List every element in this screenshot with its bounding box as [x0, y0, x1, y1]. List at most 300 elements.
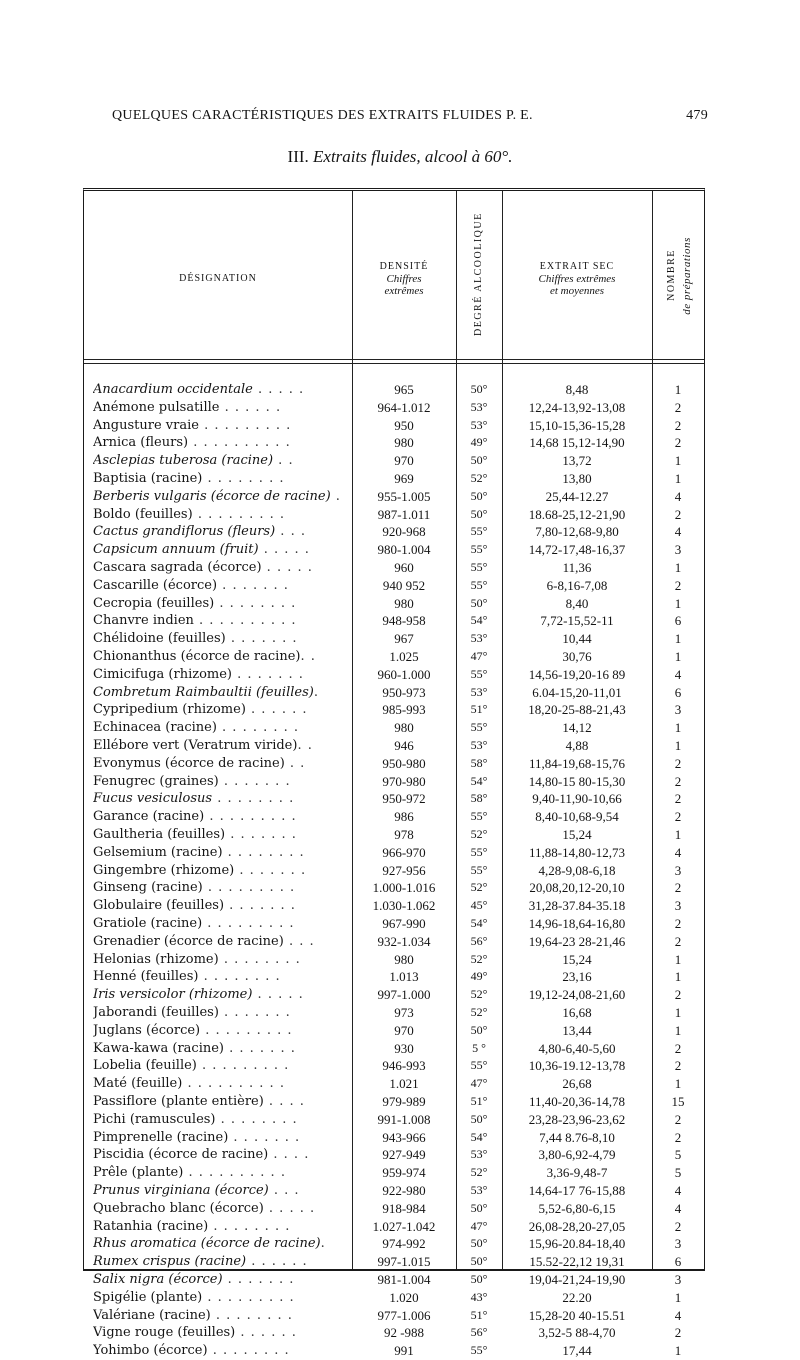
density-cell: 981-1.004	[377, 1272, 431, 1287]
designation-text: Vigne rouge (feuilles)	[93, 1325, 236, 1341]
leader-dots: . . . . . . .	[225, 631, 298, 647]
designation-cell	[93, 666, 355, 684]
leader-dots: .	[330, 488, 341, 504]
designation-cell	[93, 897, 355, 915]
count-cell: 3	[674, 1272, 682, 1287]
density-cell: 997-1.015	[377, 1254, 431, 1270]
degree-cell: 49°	[470, 435, 488, 450]
extract-cell: 8,48	[565, 382, 589, 397]
leader-dots: . . . . . . . .	[198, 969, 281, 985]
table-row	[84, 951, 704, 969]
designation-text: Fucus vesiculosus	[93, 791, 213, 807]
designation-text: Berberis vulgaris (écorce de racine)	[93, 488, 331, 504]
density-cell: 927-949	[382, 1147, 426, 1163]
degree-cell: 53°	[470, 1147, 488, 1162]
table-row	[84, 577, 704, 595]
leader-dots: . . . . . . . . .	[202, 916, 295, 931]
designation-text: Gelsemium (racine)	[93, 844, 223, 860]
designation-cell	[93, 1057, 355, 1075]
count-cell: 2	[674, 809, 682, 825]
designation-cell	[93, 933, 355, 951]
leader-dots: . .	[297, 738, 313, 753]
count-cell: 3	[674, 898, 682, 914]
density-cell: 930	[394, 1040, 414, 1056]
leader-dots: . . . . . . . .	[210, 1307, 293, 1323]
degree-cell: 50°	[470, 1200, 488, 1215]
designation-cell	[93, 434, 355, 452]
count-cell: 1	[674, 720, 682, 736]
designation-text: Gaultheria (feuilles)	[93, 827, 226, 842]
count-cell: 1	[674, 453, 682, 469]
leader-dots: . . . . .	[252, 987, 304, 1003]
leader-dots: . . . . . . .	[224, 898, 296, 914]
table-row	[84, 1022, 704, 1040]
designation-text: Iris versicolor (rhizome)	[93, 987, 253, 1003]
count-cell: 1	[674, 382, 682, 397]
extract-cell: 19,64-23 28-21,46	[528, 933, 626, 949]
leader-dots: . . . . . . . . . .	[188, 435, 291, 451]
count-cell: 15	[671, 1094, 685, 1109]
extract-cell: 4,28-9,08-6,18	[538, 862, 616, 878]
table-row	[84, 488, 704, 506]
density-cell: 1.027-1.042	[372, 1218, 436, 1234]
extract-cell: 8,40-10,68-9,54	[535, 809, 619, 825]
extract-cell: 11,40-20,36-14,78	[529, 1094, 625, 1109]
degree-cell: 52°	[470, 827, 488, 841]
count-cell: 2	[674, 1058, 682, 1074]
extract-cell: 6.04-15,20-11,01	[532, 684, 622, 700]
density-cell: 922-980	[382, 1183, 426, 1198]
degree-cell: 52°	[470, 1165, 488, 1180]
density-cell: 1.013	[389, 969, 419, 985]
count-cell: 6	[674, 1254, 682, 1270]
degree-cell: 51°	[470, 1094, 488, 1108]
designation-text: Ellébore vert (Veratrum viride)	[93, 738, 298, 753]
leader-dots: . . . . . . .	[225, 827, 297, 842]
designation-cell	[93, 862, 355, 880]
extract-cell: 30,76	[562, 649, 592, 664]
table-row	[84, 1271, 704, 1289]
count-cell: 1	[674, 560, 682, 575]
count-cell: 5	[674, 1165, 682, 1181]
header-densite-label: DENSITÉ	[379, 261, 429, 272]
extract-cell: 25,44-12.27	[545, 488, 609, 504]
extract-cell: 11,36	[562, 560, 592, 575]
extract-cell: 3,52-5 88-4,70	[538, 1325, 616, 1341]
density-cell: 986	[394, 809, 414, 825]
table-row	[84, 1253, 704, 1271]
degree-cell: 52°	[470, 880, 488, 895]
extract-cell: 7,80-12,68-9,80	[535, 524, 619, 540]
leader-dots: . . .	[283, 933, 315, 949]
count-cell: 1	[674, 631, 682, 647]
density-cell: 970	[394, 453, 414, 469]
table-row	[84, 434, 704, 452]
density-cell: 987-1.011	[377, 506, 431, 522]
density-cell: 950-973	[382, 684, 426, 700]
count-cell: 1	[674, 471, 682, 486]
density-cell: 946-993	[382, 1058, 426, 1074]
leader-dots: . . . . . .	[219, 399, 282, 415]
designation-cell	[93, 595, 355, 613]
extract-cell: 14,68 15,12-14,90	[529, 435, 625, 451]
designation-text: Piscidia (écorce de racine)	[93, 1147, 269, 1163]
table-row	[84, 1235, 704, 1253]
density-cell: 965	[394, 382, 414, 397]
density-cell: 943-966	[382, 1129, 426, 1145]
count-cell: 4	[674, 844, 682, 860]
leader-dots: . . . . .	[252, 382, 305, 397]
count-cell: 1	[674, 969, 682, 985]
degree-cell: 55°	[470, 809, 488, 824]
density-cell: 920-968	[382, 524, 426, 540]
designation-cell	[93, 1200, 355, 1218]
table-row	[84, 826, 704, 844]
count-cell: 1	[674, 1343, 682, 1359]
table-row	[84, 1307, 704, 1325]
leader-dots: . . . . . .	[235, 1325, 297, 1341]
leader-dots: . . . . . . . . . .	[182, 1076, 285, 1092]
designation-cell	[93, 541, 355, 559]
degree-cell: 55°	[470, 666, 488, 681]
count-cell: 1	[674, 1289, 682, 1305]
designation-text: Garance (racine)	[93, 809, 205, 825]
density-cell: 991-1.008	[377, 1111, 431, 1127]
designation-cell	[93, 1289, 355, 1307]
count-cell: 5	[674, 1147, 682, 1163]
designation-text: Quebracho blanc (écorce)	[93, 1200, 264, 1216]
designation-text: Valériane (racine)	[93, 1307, 211, 1323]
header-degre: DEGRÉ ALCOOLIQUE	[473, 212, 484, 336]
header-nombre: NOMBRE	[666, 249, 677, 301]
extract-cell: 10,36-19.12-13,78	[528, 1058, 626, 1074]
designation-text: Maté (feuille)	[93, 1076, 183, 1092]
table-row	[84, 612, 704, 630]
designation-cell	[93, 1182, 355, 1200]
designation-text: Passiflore (plante entière)	[93, 1094, 264, 1109]
table-row	[84, 541, 704, 559]
density-cell: 967	[394, 631, 414, 647]
density-cell: 940 952	[382, 577, 426, 593]
table-row	[84, 1218, 704, 1236]
leader-dots: . . . . .	[258, 542, 310, 558]
table-row	[84, 1182, 704, 1200]
count-cell: 2	[674, 399, 682, 415]
designation-text: Gingembre (rhizome)	[93, 862, 235, 878]
degree-cell: 5 °	[472, 1040, 486, 1055]
header-densite-sub: Chiffres	[386, 273, 422, 285]
degree-cell: 47°	[470, 1076, 488, 1091]
extract-cell: 26,68	[562, 1076, 592, 1092]
density-cell: 1.025	[389, 649, 419, 664]
leader-dots: . . . . . . . . . .	[193, 613, 297, 629]
degree-cell: 53°	[470, 417, 488, 432]
count-cell: 2	[674, 1325, 682, 1341]
degree-cell: 52°	[470, 1005, 488, 1019]
count-cell: 2	[674, 916, 682, 931]
designation-text: Baptisia (racine)	[93, 471, 203, 486]
designation-text: Henné (feuilles)	[93, 969, 199, 985]
count-cell: 1	[674, 827, 682, 842]
designation-cell	[93, 399, 355, 417]
degree-cell: 52°	[470, 987, 488, 1002]
count-cell: 1	[674, 595, 682, 611]
header-extrait-sub: Chiffres extrêmes	[538, 273, 616, 285]
designation-cell	[93, 808, 355, 826]
designation-text: Chélidoine (feuilles)	[93, 631, 226, 647]
data-table	[83, 188, 705, 1359]
leader-dots: . . . . . .	[246, 1254, 308, 1270]
leader-dots: . . . . . . . .	[207, 1343, 290, 1359]
leader-dots: . . . . . . . . .	[198, 417, 292, 433]
density-cell: 950-972	[382, 791, 426, 807]
degree-cell: 50°	[470, 1272, 488, 1286]
density-cell: 964-1.012	[377, 399, 431, 415]
leader-dots: . . . . . .	[245, 702, 308, 718]
leader-dots: . . . . . . .	[217, 577, 289, 593]
extract-cell: 15.52-22,12 19,31	[529, 1254, 625, 1270]
degree-cell: 43°	[470, 1289, 488, 1304]
leader-dots: . . . . . . . . .	[200, 1022, 293, 1038]
section-title	[0, 147, 800, 167]
designation-text: Jaborandi (feuilles)	[93, 1005, 219, 1020]
leader-dots: . .	[284, 755, 306, 771]
count-cell: 2	[674, 435, 682, 451]
header-extrait-sub: et moyennes	[549, 285, 605, 297]
density-cell: 950-980	[382, 755, 426, 771]
extract-cell: 4,80-6,40-5,60	[538, 1040, 616, 1056]
degree-cell: 55°	[470, 720, 488, 735]
designation-cell	[93, 1218, 355, 1236]
degree-cell: 55°	[470, 542, 488, 557]
extract-cell: 14,56-19,20-16 89	[528, 666, 626, 682]
density-cell: 969	[394, 471, 414, 486]
table-row	[84, 737, 704, 755]
degree-cell: 55°	[470, 844, 488, 859]
table-row	[84, 879, 704, 897]
table-row	[84, 595, 704, 613]
table-row	[84, 666, 704, 684]
count-cell: 1	[674, 1005, 682, 1020]
designation-text: Rumex crispus (racine)	[93, 1254, 247, 1270]
extract-cell: 23,16	[562, 969, 592, 985]
extract-cell: 20,08,20,12-20,10	[529, 880, 625, 896]
designation-cell	[93, 417, 355, 435]
table-row	[84, 790, 704, 808]
table-row	[84, 1093, 704, 1111]
designation-cell	[93, 1342, 355, 1360]
header-extrait	[502, 261, 652, 297]
extract-cell: 9,40-11,90-10,66	[532, 791, 622, 807]
designation-cell	[93, 968, 355, 986]
leader-dots: . . . . . . . . .	[204, 809, 297, 825]
designation-cell	[93, 1022, 355, 1040]
count-cell: 3	[674, 702, 682, 718]
density-cell: 960	[394, 560, 414, 575]
table-row	[84, 968, 704, 986]
degree-cell: 50°	[470, 595, 488, 610]
designation-cell	[93, 986, 355, 1004]
designation-cell	[93, 559, 355, 577]
degree-cell: 58°	[470, 755, 488, 770]
leader-dots: . . . . . . .	[218, 773, 291, 789]
density-cell: 946	[394, 738, 414, 753]
designation-text: Echinacea (racine)	[93, 720, 217, 736]
designation-text: Gratiole (racine)	[93, 916, 203, 931]
density-cell: 977-1.006	[377, 1307, 431, 1323]
designation-text: Prêle (plante)	[93, 1165, 184, 1181]
table-row	[84, 1146, 704, 1164]
degree-cell: 54°	[470, 613, 488, 628]
designation-text: Spigélie (plante)	[93, 1289, 203, 1305]
extract-cell: 15,24	[562, 951, 592, 967]
density-cell: 1.021	[389, 1076, 419, 1092]
degree-cell: 53°	[470, 1183, 488, 1197]
leader-dots: . . . . . . . . .	[192, 506, 286, 522]
header-designation	[84, 273, 352, 285]
degree-cell: 45°	[470, 898, 488, 913]
density-cell: 1.030-1.062	[372, 898, 436, 914]
leader-dots: . . . . . . . .	[218, 951, 301, 967]
designation-text: Pichi (ramuscules)	[93, 1111, 216, 1127]
header-extrait-label: EXTRAIT SEC	[539, 261, 615, 272]
table-row	[84, 452, 704, 470]
density-cell: 960-1.000	[377, 666, 431, 682]
table-row	[84, 897, 704, 915]
designation-cell	[93, 1111, 355, 1129]
designation-text: Cactus grandiflorus (fleurs)	[93, 524, 276, 540]
leader-dots: . . . . . . . .	[214, 595, 297, 611]
page-number: 479	[686, 108, 708, 123]
degree-cell: 53°	[470, 399, 488, 414]
density-cell: 980	[394, 951, 414, 967]
count-cell: 3	[674, 542, 682, 558]
density-cell: 980-1.004	[377, 542, 431, 558]
leader-dots: . . . .	[263, 1094, 305, 1109]
leader-dots: . . . . . . . . .	[202, 880, 296, 896]
designation-cell	[93, 452, 355, 470]
count-cell: 3	[674, 1236, 682, 1252]
leader-dots: . . . . . . .	[222, 1272, 295, 1287]
designation-text: Prunus virginiana (écorce)	[93, 1183, 269, 1198]
degree-cell: 53°	[470, 631, 488, 646]
count-cell: 2	[674, 417, 682, 433]
degree-cell: 55°	[470, 560, 488, 574]
density-cell: 978	[394, 827, 414, 842]
density-cell: 970	[394, 1022, 414, 1038]
leader-dots: . . . . . . .	[218, 1005, 291, 1020]
designation-text: Combretum Raimbaultii (feuilles)	[93, 684, 314, 700]
count-cell: 1	[674, 1076, 682, 1092]
count-cell: 4	[674, 524, 682, 540]
extract-cell: 18,20-25-88-21,43	[528, 702, 626, 718]
table-row	[84, 915, 704, 933]
degree-cell: 50°	[470, 453, 488, 468]
degree-cell: 50°	[470, 382, 488, 396]
count-cell: 2	[674, 1111, 682, 1127]
designation-text: Asclepias tuberosa (racine)	[93, 453, 274, 469]
leader-dots: .	[320, 1236, 326, 1252]
count-cell: 2	[674, 577, 682, 593]
table-row	[84, 1342, 704, 1360]
designation-text: Grenadier (écorce de racine)	[93, 933, 284, 949]
table-row	[84, 986, 704, 1004]
designation-cell	[93, 701, 355, 719]
density-cell: 980	[394, 720, 414, 736]
table-row	[84, 1129, 704, 1147]
designation-text: Fenugrec (graines)	[93, 773, 219, 789]
extract-cell: 15,28-20 40-15.51	[528, 1307, 626, 1323]
table-row	[84, 1289, 704, 1307]
extract-cell: 5,52-6,80-6,15	[538, 1200, 616, 1216]
extract-cell: 7,72-15,52-11	[540, 613, 614, 629]
table-row	[84, 933, 704, 951]
designation-text: Juglans (écorce)	[93, 1022, 201, 1038]
degree-cell: 52°	[470, 471, 488, 485]
extract-cell: 15,10-15,36-15,28	[528, 417, 626, 433]
extract-cell: 4,88	[565, 738, 589, 753]
extract-cell: 13,44	[562, 1022, 592, 1038]
count-cell: 2	[674, 755, 682, 771]
designation-cell	[93, 844, 355, 862]
designation-text: Anémone pulsatille	[93, 399, 220, 415]
table-row	[84, 1075, 704, 1093]
designation-text: Helonias (rhizome)	[93, 951, 219, 967]
density-cell: 950	[394, 417, 414, 433]
designation-text: Kawa-kawa (racine)	[93, 1040, 224, 1056]
extract-cell: 8,40	[565, 595, 589, 611]
designation-cell	[93, 488, 355, 506]
designation-text: Pimprenelle (racine)	[93, 1129, 229, 1145]
table-row	[84, 719, 704, 737]
degree-cell: 50°	[470, 488, 488, 503]
extract-cell: 23,28-23,96-23,62	[528, 1111, 626, 1127]
count-cell: 2	[674, 1040, 682, 1056]
density-cell: 991	[394, 1343, 414, 1359]
density-cell: 927-956	[382, 862, 426, 878]
count-cell: 6	[674, 684, 682, 700]
designation-cell	[93, 612, 355, 630]
designation-cell	[93, 1146, 355, 1164]
density-cell: 973	[394, 1005, 414, 1020]
leader-dots: . .	[273, 453, 294, 469]
count-cell: 2	[674, 1129, 682, 1145]
table-row	[84, 1324, 704, 1342]
designation-cell	[93, 1324, 355, 1342]
extract-cell: 7,44 8.76-8,10	[539, 1129, 615, 1145]
leader-dots: . . . . .	[263, 1200, 316, 1216]
designation-cell	[93, 1235, 355, 1253]
table-row	[84, 630, 704, 648]
designation-cell	[93, 790, 355, 808]
designation-cell	[93, 1093, 355, 1111]
table-row	[84, 755, 704, 773]
leader-dots: . . . . . . . . . .	[183, 1165, 286, 1181]
designation-text: Cecropia (feuilles)	[93, 595, 215, 611]
designation-cell	[93, 826, 355, 844]
designation-cell	[93, 648, 355, 666]
table-row	[84, 1040, 704, 1058]
designation-cell	[93, 1129, 355, 1147]
table-row	[84, 648, 704, 666]
designation-cell	[93, 577, 355, 595]
extract-cell: 31,28-37.84-35.18	[528, 898, 626, 914]
designation-cell	[93, 1004, 355, 1022]
table-row	[84, 862, 704, 880]
density-cell: 1.020	[389, 1289, 419, 1305]
running-header	[100, 108, 708, 128]
degree-cell: 55°	[470, 1343, 488, 1358]
